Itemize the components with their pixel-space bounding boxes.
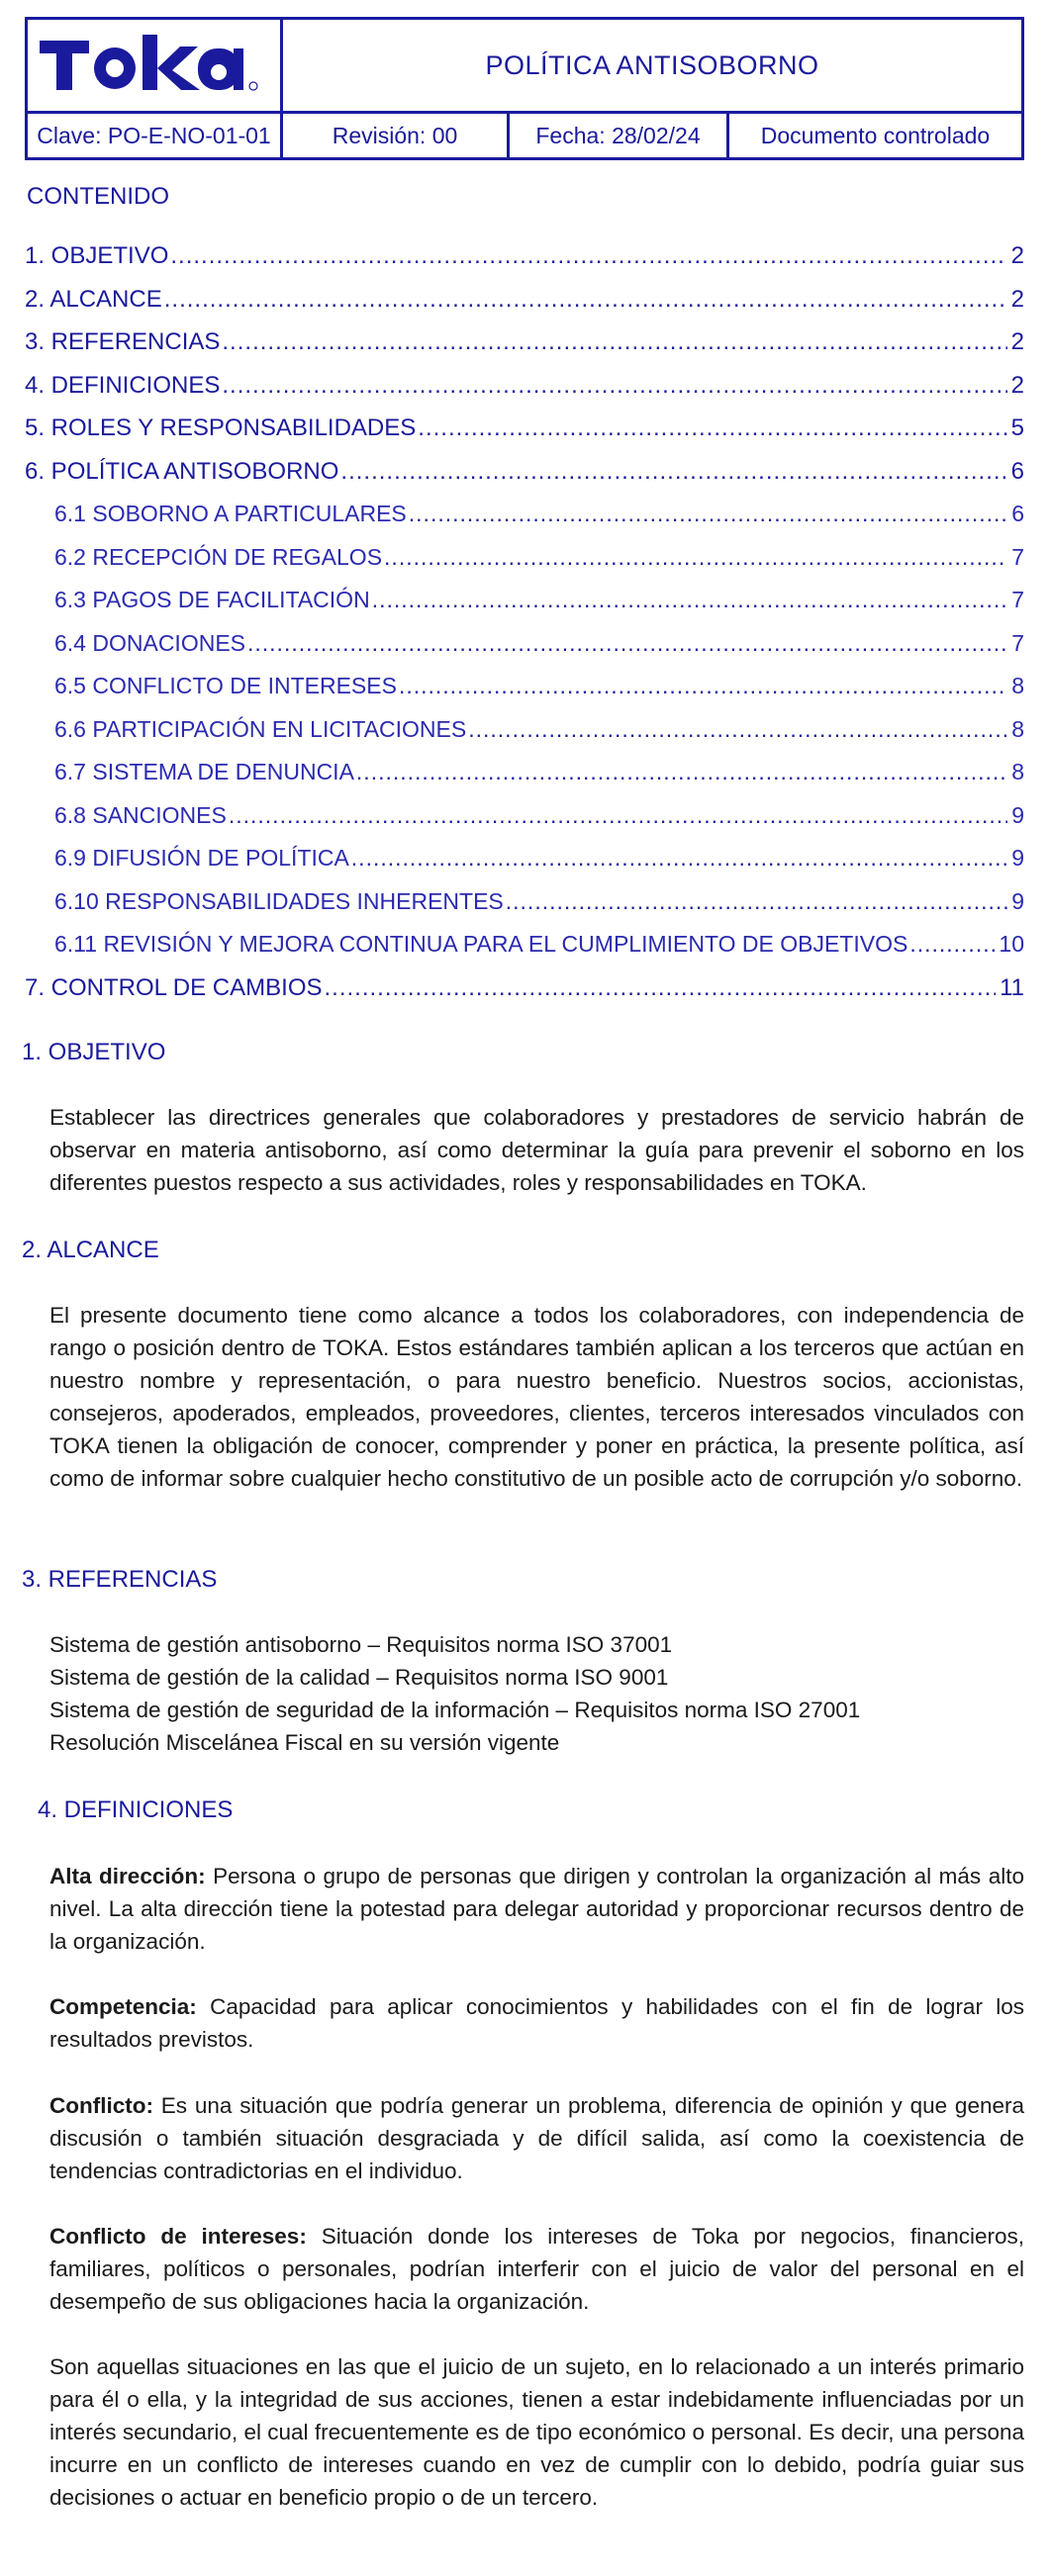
toc-item-page: 6 bbox=[1010, 457, 1024, 485]
toc-item-page: 8 bbox=[1011, 673, 1024, 698]
toc-item-label: 4. DEFINICIONES bbox=[25, 371, 221, 399]
toc-leader-dots bbox=[506, 888, 1007, 915]
toc-item-page: 2 bbox=[1010, 371, 1024, 399]
toc-item-label: 7. CONTROL DE CAMBIOS bbox=[25, 973, 323, 1001]
toc-item[interactable] bbox=[25, 286, 1024, 329]
toc-item[interactable] bbox=[25, 673, 1024, 716]
definition-conflicto-intereses bbox=[49, 2220, 1024, 2318]
toc-item-page: 8 bbox=[1011, 715, 1024, 742]
toc-leader-dots bbox=[409, 501, 1007, 527]
document-revision: Revisión: 00 bbox=[283, 114, 510, 157]
toc-item-page: 5 bbox=[1010, 414, 1024, 441]
referencia-item: Resolución Miscelánea Fiscal en su versión vigente bbox=[49, 1730, 560, 1755]
toc-item[interactable] bbox=[25, 845, 1024, 888]
toc-item-label: 6.3 PAGOS DE FACILITACIÓN bbox=[54, 587, 370, 612]
toc-item-page: 9 bbox=[1011, 801, 1024, 828]
toc-item[interactable] bbox=[25, 372, 1024, 415]
document-date: Fecha: 28/02/24 bbox=[510, 114, 729, 157]
document-header bbox=[25, 17, 1024, 160]
toc-item[interactable] bbox=[25, 242, 1024, 286]
referencia-item: Sistema de gestión de seguridad de la información – Requisitos norma ISO 27001 bbox=[49, 1698, 861, 1722]
toc-item-label: 6.1 SOBORNO A PARTICULARES bbox=[54, 501, 407, 526]
definition-text: Persona o grupo de personas que dirigen y controlan la organización al más alto nivel. La alta dirección tiene la potestad para delegar autoridad y proporcionar recursos dentro de la organización. bbox=[49, 1864, 1024, 1954]
toc-item[interactable] bbox=[25, 458, 1024, 502]
definition-term: Conflicto de intereses: bbox=[49, 2224, 307, 2249]
toc-item-label: 6.7 SISTEMA DE DENUNCIA bbox=[54, 759, 354, 784]
toc-item[interactable] bbox=[25, 587, 1024, 630]
table-of-contents bbox=[25, 242, 1024, 1017]
toc-item-page: 11 bbox=[1000, 973, 1024, 1001]
toc-leader-dots bbox=[325, 974, 997, 1002]
toc-item-label: 6.5 CONFLICTO DE INTERESES bbox=[54, 673, 397, 698]
toc-leader-dots bbox=[351, 845, 1007, 872]
toc-item-label: 6.2 RECEPCIÓN DE REGALOS bbox=[54, 543, 383, 570]
toc-leader-dots bbox=[372, 587, 1008, 613]
toc-leader-dots bbox=[229, 802, 1007, 829]
toc-item[interactable] bbox=[25, 501, 1024, 544]
definition-text: Capacidad para aplicar conocimientos y habilidades con el fin de lograr los resultados previstos. bbox=[49, 1994, 1024, 2052]
toc-item-page: 9 bbox=[1011, 887, 1024, 914]
toc-heading: CONTENIDO bbox=[27, 183, 169, 210]
toc-leader-dots bbox=[247, 630, 1007, 657]
toc-item[interactable] bbox=[25, 328, 1024, 372]
toc-item-label: 6.8 SANCIONES bbox=[54, 801, 227, 828]
definition-text: Situación donde los intereses de Toka por negocios, financieros, familiares, políticos o personales, podrían interferir con el juicio de valor del personal en el desempeño de sus obligaciones hacia la organización. bbox=[49, 2224, 1024, 2314]
toc-leader-dots bbox=[384, 544, 1007, 571]
toc-item[interactable] bbox=[25, 630, 1024, 674]
section-alcance-title: 2. ALCANCE bbox=[22, 1237, 159, 1263]
toc-leader-dots bbox=[909, 931, 995, 958]
toc-item-label: 6.4 DONACIONES bbox=[54, 629, 245, 656]
document-control-status: Documento controlado bbox=[760, 122, 991, 148]
section-objetivo-title: 1. OBJETIVO bbox=[22, 1039, 166, 1065]
toc-item[interactable] bbox=[25, 759, 1024, 802]
toc-item[interactable] bbox=[25, 888, 1024, 932]
toc-item-label: 6.10 RESPONSABILIDADES INHERENTES bbox=[54, 887, 504, 914]
toc-item[interactable] bbox=[25, 974, 1024, 1018]
toc-item-page: 7 bbox=[1011, 543, 1024, 570]
toc-item-page: 2 bbox=[1010, 285, 1024, 313]
conflicto-intereses-extra: Son aquellas situaciones en las que el juicio de un sujeto, en lo relacionado a un interés primario para él o ella, y la integridad de sus acciones, tienen a estar indebidamente influenciadas por un interés secundario, el cual frecuentemente es de tipo económico o personal. Es decir, una persona incurre en un conflicto de intereses cuando en vez de cumplir con lo debido, podría guiar sus decisiones o actuar en beneficio propio o de un tercero. bbox=[49, 2354, 1024, 2510]
toc-item-page: 7 bbox=[1011, 629, 1024, 656]
toc-leader-dots bbox=[356, 759, 1007, 785]
toc-item-label: 6.9 DIFUSIÓN DE POLÍTICA bbox=[54, 845, 349, 871]
definition-term: Competencia: bbox=[49, 1994, 197, 2019]
toc-item-page: 2 bbox=[1010, 328, 1024, 355]
toc-leader-dots bbox=[340, 458, 1006, 486]
toc-leader-dots bbox=[164, 286, 1007, 314]
referencias-list bbox=[49, 1628, 1024, 1759]
toc-item-label: 6.11 REVISIÓN Y MEJORA CONTINUA PARA EL CUMPLIMIENTO DE OBJETIVOS bbox=[54, 931, 908, 957]
referencia-item: Sistema de gestión antisoborno – Requisitos norma ISO 37001 bbox=[49, 1632, 673, 1657]
toc-item-label: 3. REFERENCIAS bbox=[25, 328, 221, 355]
section-objetivo-text: Establecer las directrices generales que colaboradores y prestadores de servicio habrán de observar en materia antisoborno, así como determinar la guía para prevenir el soborno en los diferentes puestos respecto a sus actividades, roles y responsabilidades en TOKA. bbox=[49, 1105, 1024, 1195]
definition-term: Alta dirección: bbox=[49, 1864, 206, 1888]
toc-leader-dots bbox=[399, 673, 1007, 699]
toc-item-page: 8 bbox=[1011, 759, 1024, 784]
toc-item-page: 2 bbox=[1010, 242, 1024, 269]
definition-competencia bbox=[49, 1990, 1024, 2056]
toc-item-label: 6.6 PARTICIPACIÓN EN LICITACIONES bbox=[54, 715, 467, 742]
definition-alta-direccion bbox=[49, 1860, 1024, 1958]
toc-leader-dots bbox=[418, 414, 1006, 442]
section-referencias-title: 3. REFERENCIAS bbox=[22, 1566, 218, 1593]
toc-item-label: 2. ALCANCE bbox=[25, 285, 162, 313]
toka-logo bbox=[28, 20, 283, 111]
toc-item[interactable] bbox=[25, 414, 1024, 458]
toc-item-page: 9 bbox=[1011, 845, 1024, 871]
toc-item-page: 10 bbox=[999, 931, 1024, 957]
toc-item[interactable] bbox=[25, 802, 1024, 846]
toc-item[interactable] bbox=[25, 544, 1024, 588]
toc-leader-dots bbox=[222, 372, 1006, 400]
section-alcance-text: El presente documento tiene como alcance a todos los colaboradores, con independencia de rango o posición dentro de TOKA. Estos estándares también aplican a los terceros que actúan en nuestro nombre y representación, o para nuestro beneficio. Nuestros socios, accionistas, consejeros, apoderados, empleados, proveedores, clientes, terceros interesados vinculados con TOKA tienen la obligación de conocer, comprender y poner en práctica, la presente política, así como de informar sobre cualquier hecho constitutivo de un posible acto de corrupción y/o soborno. bbox=[49, 1303, 1024, 1491]
toc-item[interactable] bbox=[25, 931, 1024, 974]
toc-item-label: 1. OBJETIVO bbox=[25, 242, 169, 269]
toc-item-page: 6 bbox=[1011, 501, 1024, 526]
section-definiciones-title: 4. DEFINICIONES bbox=[38, 1796, 234, 1823]
definition-term: Conflicto: bbox=[49, 2093, 153, 2118]
toc-item[interactable] bbox=[25, 716, 1024, 760]
toc-item-label: 5. ROLES Y RESPONSABILIDADES bbox=[25, 414, 417, 441]
toka-logo-icon bbox=[40, 35, 262, 96]
toc-leader-dots bbox=[222, 328, 1006, 356]
definition-text: Es una situación que podría generar un problema, diferencia de opinión y que genera discusión o también situación desgraciada y de difícil salida, así como la coexistencia de tendencias contradictorias en el individuo. bbox=[49, 2093, 1024, 2183]
toc-leader-dots bbox=[170, 242, 1006, 270]
toc-leader-dots bbox=[468, 716, 1007, 743]
definition-conflicto bbox=[49, 2089, 1024, 2187]
referencia-item: Sistema de gestión de la calidad – Requisitos norma ISO 9001 bbox=[49, 1665, 669, 1690]
toc-item-page: 7 bbox=[1011, 587, 1024, 612]
toc-item-label: 6. POLÍTICA ANTISOBORNO bbox=[25, 457, 339, 485]
document-title: POLÍTICA ANTISOBORNO bbox=[485, 49, 819, 80]
document-code: Clave: PO-E-NO-01-01 bbox=[28, 114, 283, 157]
